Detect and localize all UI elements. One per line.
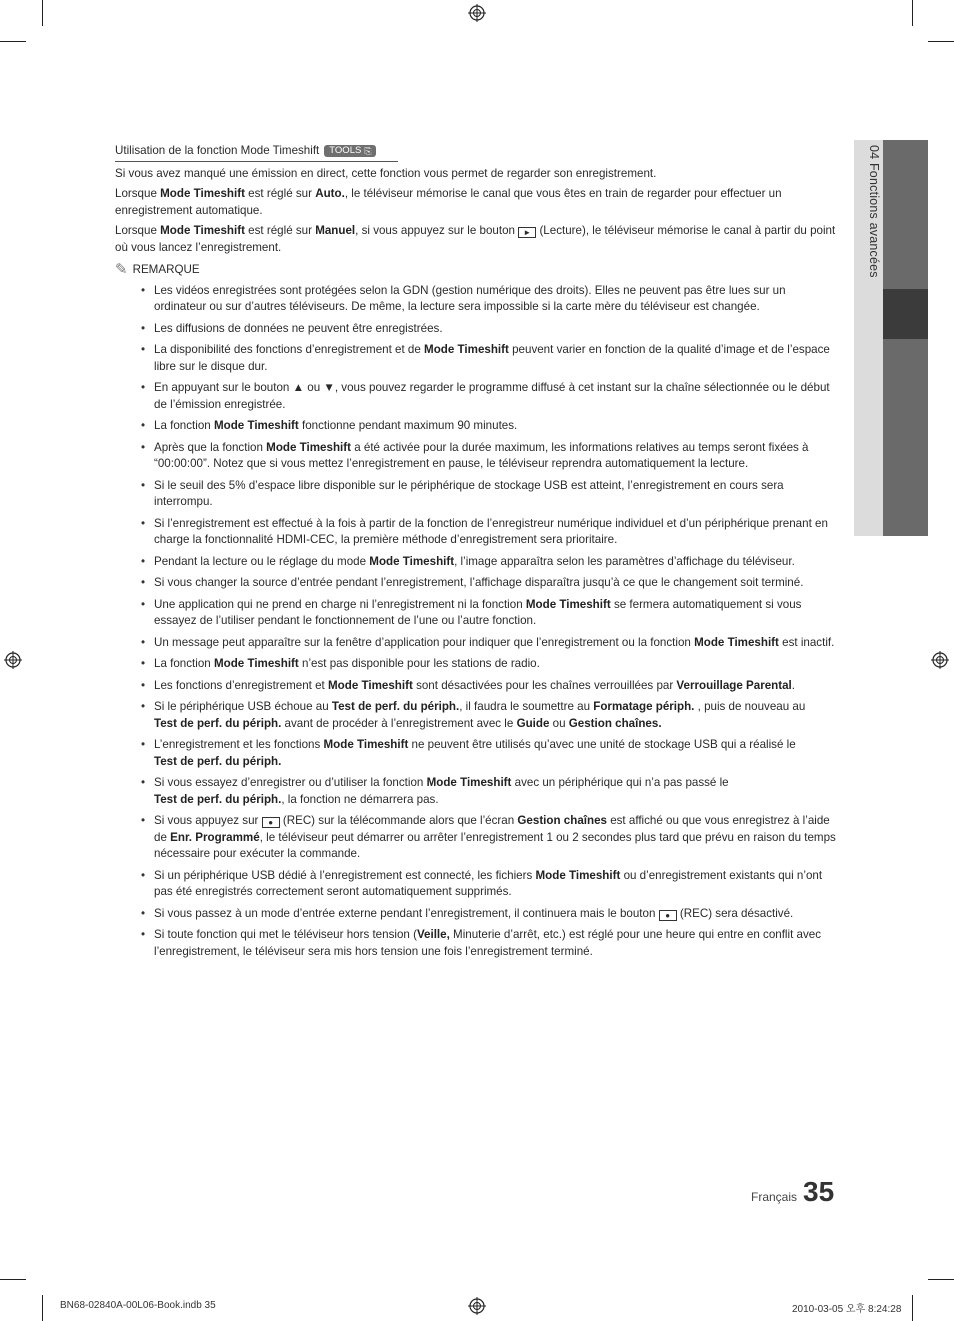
note-label: REMARQUE (132, 263, 200, 276)
play-button-icon: ► (518, 227, 536, 238)
crop-mark (0, 1279, 26, 1280)
registration-mark-icon (4, 651, 22, 669)
crop-mark (42, 0, 43, 26)
list-item: • En appuyant sur le bouton ▲ ou ▼, vous pouvez regarder le programme diffusé à cet instant sur la chaîne sélectionnée ou le début de l’émission enregistrée. (154, 380, 840, 413)
list-item: • Une application qui ne prend en charge ni l’enregistrement ni la fonction Mode Timeshift se fermera automatiquement si vous essayez de l’utiliser pendant le fonctionnement de l’une ou l’autre fonction. (154, 597, 840, 630)
list-item: • Pendant la lecture ou le réglage du mode Mode Timeshift, l’image apparaîtra selon les paramètres d’affichage du téléviseur. (154, 554, 840, 571)
chapter-label: 04 Fonctions avancées (867, 145, 881, 278)
registration-mark-icon (931, 651, 949, 669)
list-item: • Après que la fonction Mode Timeshift a été activée pour la durée maximum, les informations relatives au temps seront fixées à “00:00:00”. Notez que si vous mettez l’enregistrement en pause, le téléviseur reprendra automatiquement la lecture. (154, 440, 840, 473)
crop-mark (42, 1295, 43, 1321)
manual-paragraph: Lorsque Mode Timeshift est réglé sur Manuel, si vous appuyez sur le bouton ► (Lecture), le téléviseur mémorise le canal à partir du point où vous lancez l’enregistrement. (115, 224, 836, 254)
crop-mark (0, 41, 26, 42)
list-item: • Si vous passez à un mode d’entrée externe pendant l’enregistrement, il continuera mais le bouton ● (REC) sera désactivé. (154, 906, 840, 923)
list-item: • Si l’enregistrement est effectué à la fois à partir de la fonction de l’enregistreur numérique individuel et d’un périphérique prenant en charge la fonctionnalité HDMI-CEC, la première méthode d’enregistrement sera prioritaire. (154, 516, 840, 549)
list-item: • Si toute fonction qui met le téléviseur hors tension (Veille, Minuterie d’arrêt, etc.) est réglé pour une heure qui entre en conflit avec l’enregistrement, le téléviseur sera mis hors tension une fois l’enregistrement terminé. (154, 927, 840, 960)
intro-paragraph: Si vous avez manqué une émission en direct, cette fonction vous permet de regarder son enregistrement. (115, 166, 657, 180)
record-button-icon: ● (659, 910, 677, 921)
list-item: • Les diffusions de données ne peuvent être enregistrées. (154, 321, 840, 338)
list-item: • Si le périphérique USB échoue au Test de perf. du périph., il faudra le soumettre au Formatage périph. , puis de nouveau au Test de perf. du périph. avant de procéder à l’enregistrement avec le Guide ou Gestion chaînes. (154, 699, 840, 732)
registration-mark-icon (468, 1297, 486, 1315)
list-item: • Un message peut apparaître sur la fenêtre d’application pour indiquer que l’enregistrement ou la fonction Mode Timeshift est inactif. (154, 635, 840, 652)
list-item: • La fonction Mode Timeshift fonctionne pendant maximum 90 minutes. (154, 418, 840, 435)
list-item: • Si vous appuyez sur ● (REC) sur la télécommande alors que l’écran Gestion chaînes est affiché ou que vous enregistrez à l’aide de Enr. Programmé, le téléviseur peut démarrer ou arrêter l’enregistrement 1 ou 2 secondes plus tard que prévu en raison du temps nécessaire pour exécuter la commande. (154, 813, 840, 863)
print-timestamp: 2010-03-05 오후 8:24:28 (792, 1304, 902, 1315)
list-item: • Si un périphérique USB dédié à l’enregistrement est connecté, les fichiers Mode Timeshift ou d’enregistrement existants qui n’ont pas été enregistrés correctement seront automatiquement supprimés. (154, 868, 840, 901)
tools-badge: TOOLS ⎘ (324, 145, 375, 157)
registration-mark-icon (468, 4, 486, 22)
chapter-tab-active (883, 289, 928, 339)
print-file-info: BN68-02840A-00L06-Book.indb 35 (60, 1300, 216, 1311)
section-heading (115, 143, 398, 162)
list-item: • L’enregistrement et les fonctions Mode Timeshift ne peuvent être utilisés qu’avec une unité de stockage USB qui a réalisé le Test de perf. du périph. (154, 737, 840, 770)
pencil-note-icon: ✎ (115, 261, 128, 279)
list-item: • Si le seuil des 5% d’espace libre disponible sur le périphérique de stockage USB est atteint, l’enregistrement en cours sera interrompu. (154, 478, 840, 511)
list-item: • Si vous changer la source d’entrée pendant l’enregistrement, l’affichage disparaîtra jusqu’à ce que le changement soit terminé. (154, 575, 840, 592)
crop-mark (928, 41, 954, 42)
list-item: • La fonction Mode Timeshift n’est pas disponible pour les stations de radio. (154, 656, 840, 673)
list-item: • La disponibilité des fonctions d’enregistrement et de Mode Timeshift peuvent varier en fonction de la qualité d’image et de l’espace libre sur le disque dur. (154, 342, 840, 375)
crop-mark (912, 0, 913, 26)
page-number: 35 (803, 1176, 835, 1207)
crop-mark (912, 1295, 913, 1321)
page-language: Français (751, 1190, 798, 1204)
auto-paragraph: Lorsque Mode Timeshift est réglé sur Auto., le téléviseur mémorise le canal que vous êtes en train de regarder pour effectuer un enregistrement automatique. (115, 187, 782, 217)
list-item: • Les fonctions d’enregistrement et Mode Timeshift sont désactivées pour les chaînes verrouillées par Verrouillage Parental. (154, 678, 840, 695)
tools-remote-icon: ⎘ (364, 146, 372, 157)
list-item: • Si vous essayez d’enregistrer ou d’utiliser la fonction Mode Timeshift avec un périphérique qui n’a pas passé le Test de perf. du périph., la fonction ne démarrera pas. (154, 775, 840, 808)
record-button-icon: ● (262, 817, 280, 828)
section-title: Utilisation de la fonction Mode Timeshift (115, 144, 320, 157)
note-heading (115, 262, 840, 279)
note-list (115, 283, 840, 961)
main-content (115, 143, 840, 965)
list-item: • Les vidéos enregistrées sont protégées selon la GDN (gestion numérique des droits). Elles ne peuvent pas être lues sur un ordinateur ou sur d’autres téléviseurs. De même, la lecture sera impossible si la carte mère du téléviseur est changée. (154, 283, 840, 316)
crop-mark (928, 1279, 954, 1280)
